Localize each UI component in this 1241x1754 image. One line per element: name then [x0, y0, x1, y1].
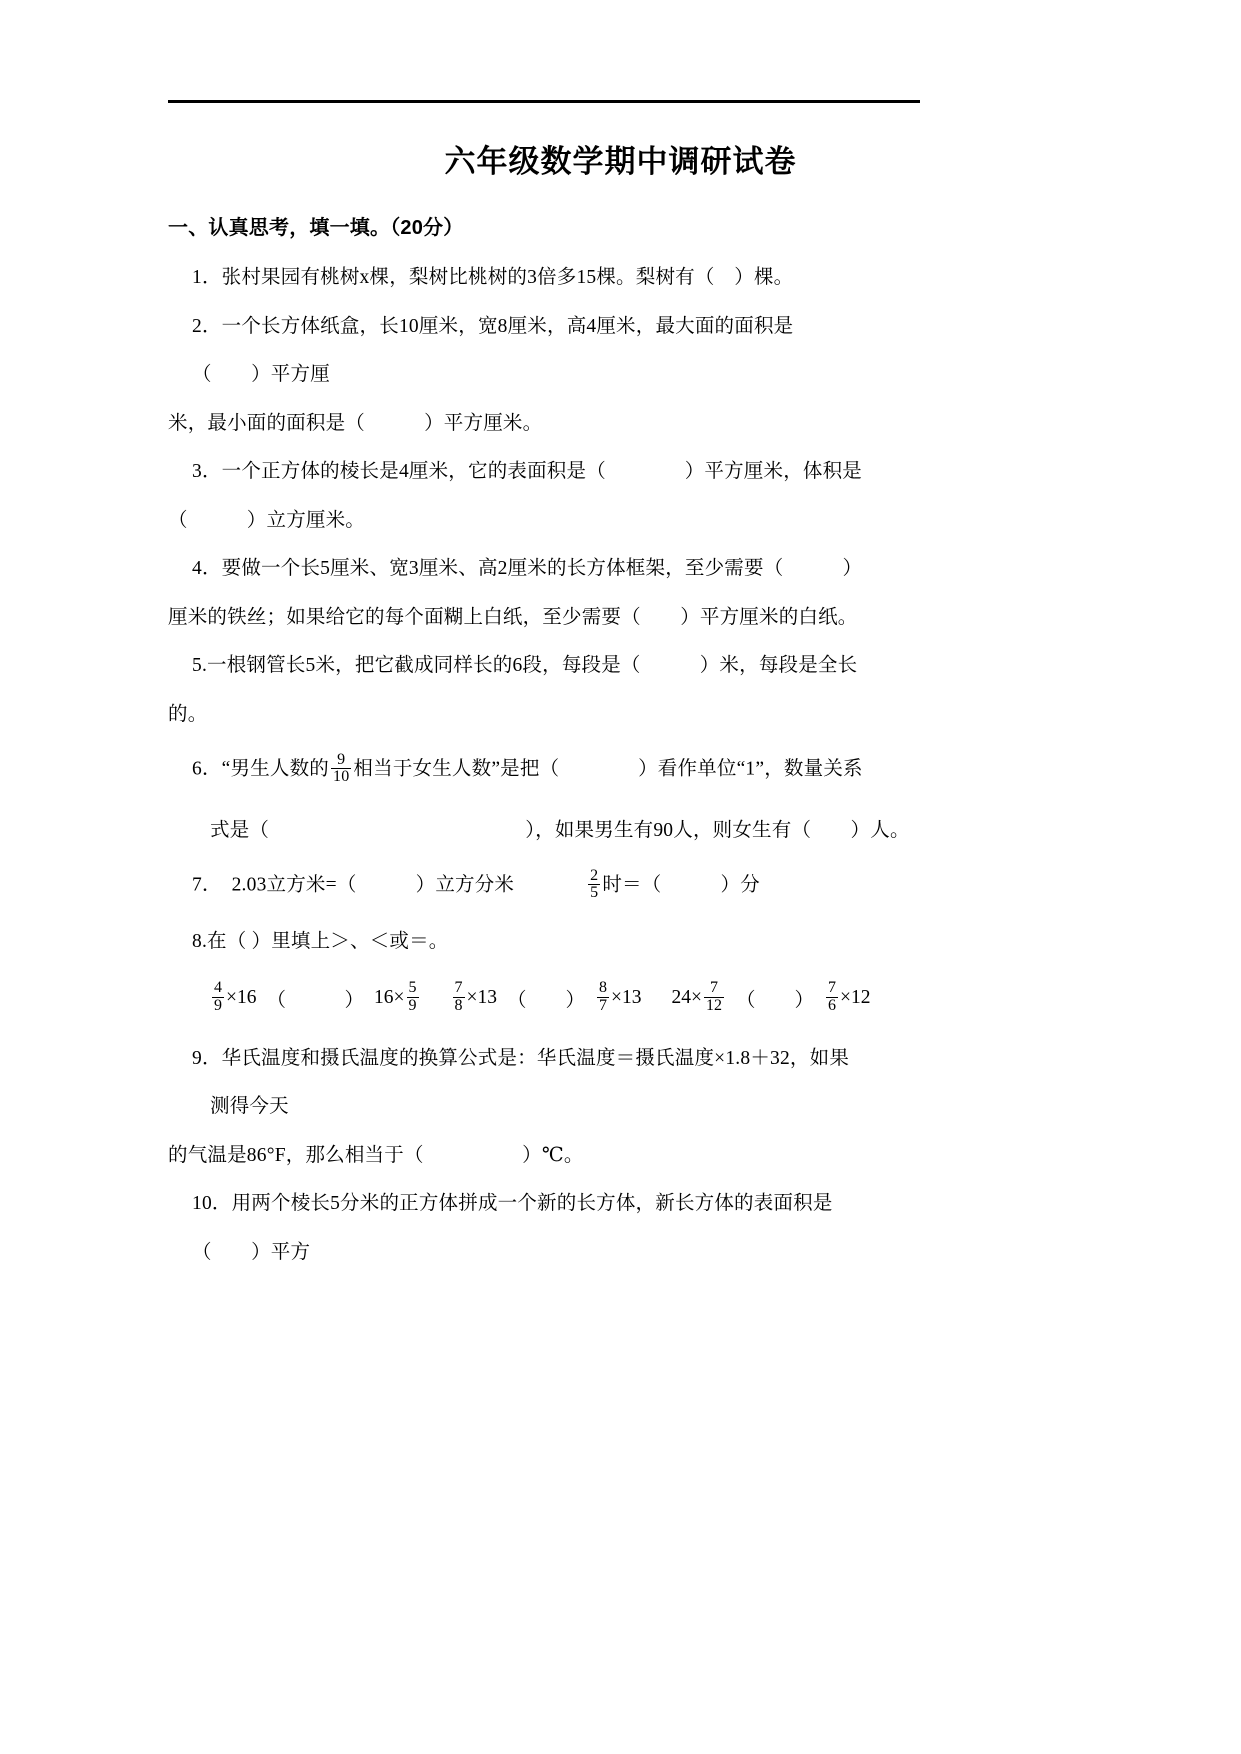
question-2-line-1: 2．一个长方体纸盒，长10厘米，宽8厘米，高4厘米，最大面的面积是 — [192, 315, 794, 337]
comparison-2-right-tail: ×13 — [611, 987, 642, 1009]
fraction-seven-eighths — [453, 980, 465, 1014]
fraction-seven-twelfths — [704, 980, 724, 1014]
question-2 — [168, 317, 968, 434]
question-4-line-1: 4．要做一个长5厘米、宽3厘米、高2厘米的长方体框架，至少需要（ ） — [192, 558, 863, 579]
question-2-line-3: 米，最小面的面积是（ ）平方厘米。 — [168, 412, 543, 434]
fraction-denominator: 12 — [706, 996, 723, 1014]
question-10-line-1: 10．用两个棱长5分米的正方体拼成一个新的长方体，新长方体的表面积是 — [192, 1193, 833, 1215]
question-1-line-1: 1．张村果园有桃树x棵，梨树比桃树的3倍多15棵。梨树有（ ）棵。 — [192, 267, 794, 288]
fraction-denominator: 9 — [408, 996, 417, 1014]
question-9-line-3: 的气温是86°F，那么相当于（ ）℃。 — [168, 1144, 584, 1166]
question-8-line-1: 8.在（ ）里填上＞、＜或＝。 — [192, 930, 449, 952]
fraction-four-ninths — [212, 980, 224, 1014]
fraction-denominator: 6 — [828, 996, 837, 1014]
question-10 — [168, 1194, 968, 1262]
question-3-line-1: 3．一个正方体的棱长是4厘米，它的表面积是（ ）平方厘米，体积是 — [192, 461, 863, 482]
comparison-3-blank: （ ） — [736, 990, 815, 1012]
question-7-line-1 — [168, 869, 968, 903]
question-7 — [168, 869, 968, 903]
question-6-suffix: 相当于女生人数”是把（ ）看作单位“1”，数量关系 — [353, 758, 863, 780]
paper-body — [168, 218, 968, 1291]
question-9 — [168, 1049, 968, 1166]
fraction-numerator: 4 — [214, 979, 222, 997]
fraction-numerator: 9 — [337, 751, 346, 768]
fraction-eight-sevenths — [597, 980, 609, 1014]
fraction-denominator: 10 — [333, 768, 350, 786]
comparison-2 — [451, 981, 642, 1015]
comparison-2-blank: （ ） — [507, 990, 586, 1012]
question-6-line-1 — [168, 753, 968, 787]
question-7-part-1: 7． 2.03立方米=（ ）立方分米 — [192, 874, 515, 896]
comparison-3-right-tail: ×12 — [840, 987, 871, 1009]
question-4 — [168, 559, 968, 627]
question-6-prefix: 6．“男生人数的 — [192, 758, 330, 780]
fraction-numerator: 7 — [710, 979, 719, 997]
page-title: 六年级数学期中调研试卷 — [444, 144, 797, 179]
question-5 — [168, 656, 968, 724]
question-3-line-2: （ ）立方厘米。 — [168, 509, 366, 531]
question-10-line-2: （ ）平方 — [192, 1241, 311, 1263]
fraction-denominator: 7 — [599, 996, 608, 1014]
comparison-3 — [672, 981, 871, 1015]
question-2-line-2: （ ）平方厘 — [192, 364, 330, 385]
question-1 — [168, 268, 968, 288]
question-7-part-2: 时＝（ ）分 — [602, 874, 760, 896]
comparison-1-right-head: 16× — [374, 987, 405, 1009]
question-3 — [168, 462, 968, 530]
fraction-denominator: 9 — [214, 996, 222, 1014]
question-6-line-2: 式是（ ），如果男生有90人，则女生有（ ）人。 — [210, 819, 910, 841]
fraction-numerator: 8 — [599, 979, 608, 997]
comparison-1-blank: （ ） — [266, 990, 365, 1012]
fraction-denominator: 5 — [590, 884, 599, 902]
fraction-numerator: 7 — [454, 979, 463, 997]
fraction-numerator: 7 — [828, 979, 837, 997]
question-6 — [168, 753, 968, 840]
question-8 — [168, 932, 968, 1015]
question-5-line-2: 的。 — [168, 703, 208, 725]
fraction-denominator: 8 — [454, 996, 463, 1014]
question-9-line-2: 测得今天 — [210, 1096, 289, 1118]
comparison-1-left-tail: ×16 — [226, 987, 257, 1009]
question-9-line-1: 9．华氏温度和摄氏温度的换算公式是：华氏温度＝摄氏温度×1.8＋32，如果 — [192, 1047, 850, 1069]
fraction-five-ninths — [407, 980, 419, 1014]
fraction-two-fifths — [588, 868, 600, 902]
comparison-1 — [210, 981, 421, 1015]
question-8-comparison-row — [168, 981, 968, 1015]
fraction-seven-sixths — [826, 980, 838, 1014]
question-4-line-2: 厘米的铁丝；如果给它的每个面糊上白纸，至少需要（ ）平方厘米的白纸。 — [168, 606, 858, 628]
fraction-numerator: 2 — [590, 867, 599, 885]
comparison-2-left-tail: ×13 — [466, 987, 498, 1009]
fraction-numerator: 5 — [408, 979, 417, 997]
question-5-line-1: 5.一根钢管长5米，把它截成同样长的6段，每段是（ ）米，每段是全长 — [192, 655, 858, 676]
fraction-nine-tenths — [331, 752, 351, 786]
section-heading-fill-in-blanks: 一、认真思考，填一填。（20分） — [168, 217, 464, 239]
header-rule — [168, 100, 920, 103]
comparison-3-left-head: 24× — [671, 987, 703, 1009]
